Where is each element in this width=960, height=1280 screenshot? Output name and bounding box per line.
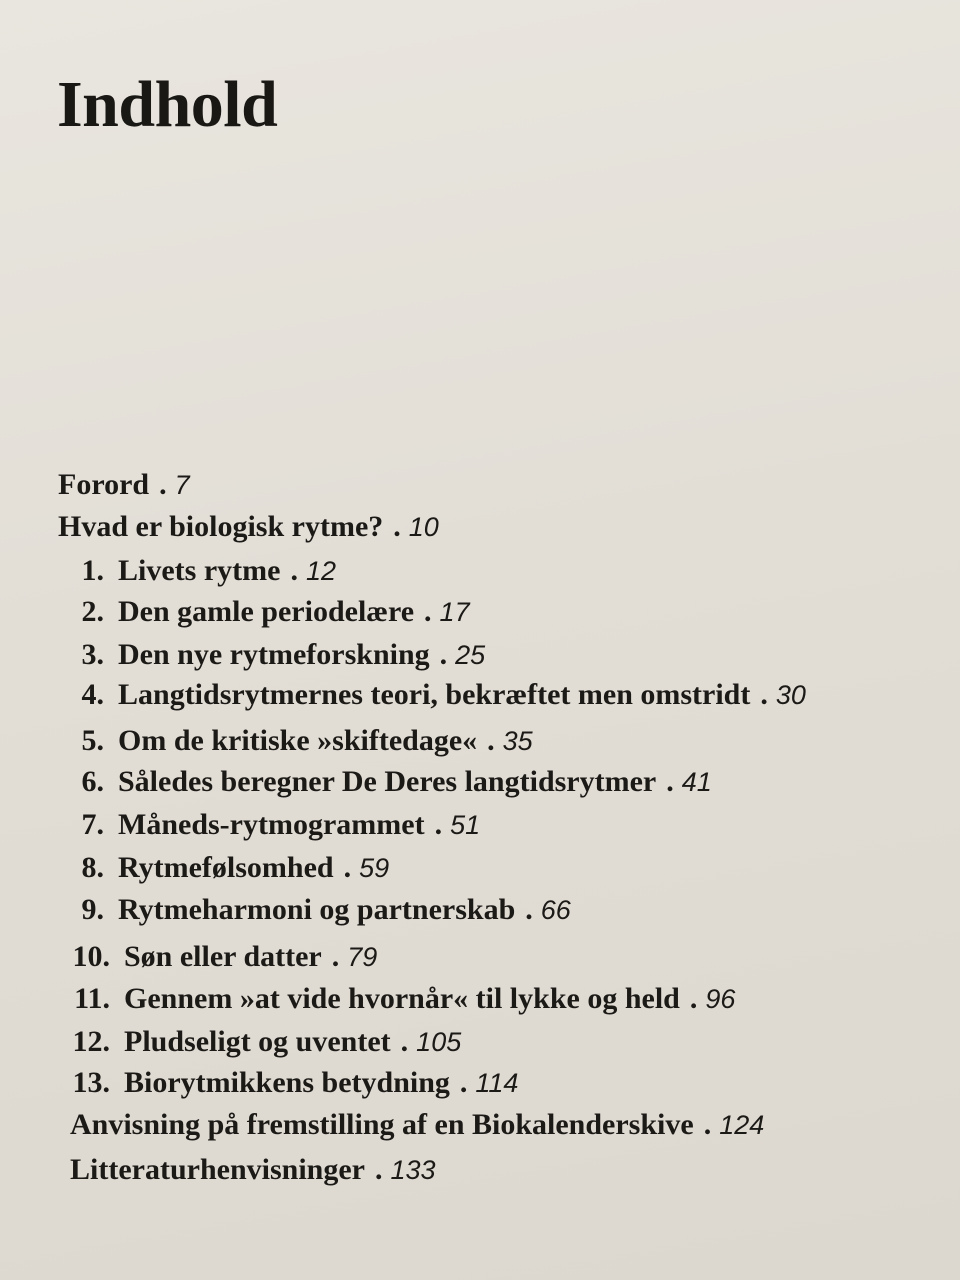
toc-page-number: 30 (775, 680, 806, 710)
toc-separator-dot: . (434, 808, 443, 841)
toc-page-number: 25 (455, 640, 486, 670)
toc-entry-chapter-3 (50, 640, 485, 670)
toc-page-number: 17 (439, 597, 470, 627)
toc-chapter-number: 4. (81, 678, 104, 711)
toc-page-number: 133 (390, 1155, 436, 1185)
toc-chapter-number: 2. (81, 595, 104, 628)
toc-separator-dot: . (689, 982, 698, 1015)
toc-chapter-number: 5. (81, 724, 104, 757)
toc-entry-chapter-7 (50, 810, 480, 840)
toc-separator-dot: . (703, 1108, 712, 1141)
toc-page-number: 41 (681, 767, 712, 797)
toc-entry-appendix (70, 1110, 764, 1140)
toc-page-number: 10 (408, 512, 439, 542)
toc-separator-dot: . (331, 940, 340, 973)
toc-page-number: 114 (475, 1068, 519, 1098)
toc-separator-dot: . (760, 678, 768, 711)
toc-page-number: 35 (502, 726, 533, 756)
toc-entry-label: Rytmeharmoni og partnerskab (118, 893, 516, 926)
toc-entry-chapter-13 (56, 1068, 518, 1098)
toc-entry-label: Måneds-rytmogrammet (118, 808, 425, 841)
toc-entry-chapter-10 (56, 942, 377, 972)
page-title: Indhold (57, 68, 278, 141)
toc-separator-dot: . (400, 1025, 409, 1058)
toc-entry-intro (58, 512, 439, 542)
toc-entry-chapter-5 (50, 726, 533, 756)
toc-entry-label: Hvad er biologisk rytme? (58, 510, 384, 543)
toc-page-number: 59 (359, 853, 390, 883)
toc-separator-dot: . (374, 1153, 383, 1186)
toc-entry-label: Livets rytme (118, 554, 281, 587)
toc-chapter-number: 11. (74, 982, 110, 1015)
toc-chapter-number: 13. (72, 1066, 110, 1099)
toc-page-number: 66 (540, 895, 571, 925)
toc-separator-dot: . (487, 724, 495, 757)
toc-entry-chapter-8 (50, 853, 389, 883)
toc-entry-foreword (58, 470, 190, 500)
toc-entry-label: Forord (58, 468, 150, 501)
toc-entry-label: Den nye rytmeforskning (118, 638, 430, 671)
toc-separator-dot: . (393, 510, 401, 543)
toc-entry-chapter-4 (50, 680, 806, 710)
toc-page-number: 51 (450, 810, 481, 840)
toc-entry-label: Gennem »at vide hvornår« til lykke og held (124, 982, 680, 1015)
toc-separator-dot: . (159, 468, 167, 501)
toc-page-number: 7 (174, 470, 190, 500)
toc-chapter-number: 3. (81, 638, 104, 671)
toc-entry-label: Rytmefølsomhed (118, 851, 334, 884)
toc-entry-chapter-1 (50, 556, 336, 586)
toc-entry-label: Pludseligt og uventet (124, 1025, 391, 1058)
toc-page-number: 105 (416, 1027, 462, 1057)
toc-entry-label: Om de kritiske »skiftedage« (118, 724, 478, 757)
toc-entry-chapter-12 (56, 1027, 461, 1057)
toc-chapter-number: 9. (81, 893, 104, 926)
toc-page-number: 12 (305, 556, 336, 586)
toc-chapter-number: 7. (81, 808, 104, 841)
toc-chapter-number: 10. (72, 940, 110, 973)
toc-entry-label: Langtidsrytmernes teori, bekræftet men omstridt (118, 678, 751, 711)
toc-page-number: 79 (347, 942, 378, 972)
toc-chapter-number: 6. (81, 765, 104, 798)
toc-entry-label: Litteraturhenvisninger (70, 1153, 365, 1186)
toc-entry-label: Søn eller datter (124, 940, 322, 973)
toc-separator-dot: . (666, 765, 674, 798)
toc-entry-chapter-9 (50, 895, 571, 925)
toc-entry-chapter-11 (56, 984, 735, 1014)
toc-entry-chapter-2 (50, 597, 470, 627)
toc-separator-dot: . (290, 554, 298, 587)
toc-page-number: 124 (719, 1110, 765, 1140)
toc-entry-label: Den gamle periodelære (118, 595, 415, 628)
toc-chapter-number: 12. (72, 1025, 110, 1058)
toc-separator-dot: . (439, 638, 448, 671)
toc-chapter-number: 1. (81, 554, 104, 587)
toc-separator-dot: . (525, 893, 533, 926)
toc-entry-label: Således beregner De Deres langtidsrytmer (118, 765, 657, 798)
toc-separator-dot: . (424, 595, 432, 628)
toc-entry-chapter-6 (50, 767, 712, 797)
toc-separator-dot: . (459, 1066, 468, 1099)
toc-page-number: 96 (705, 984, 736, 1014)
toc-separator-dot: . (343, 851, 352, 884)
toc-entry-label: Anvisning på fremstilling af en Biokalenderskive (70, 1108, 694, 1141)
toc-entry-label: Biorytmikkens betydning (124, 1066, 450, 1099)
toc-entry-references (70, 1155, 436, 1185)
toc-chapter-number: 8. (81, 851, 104, 884)
